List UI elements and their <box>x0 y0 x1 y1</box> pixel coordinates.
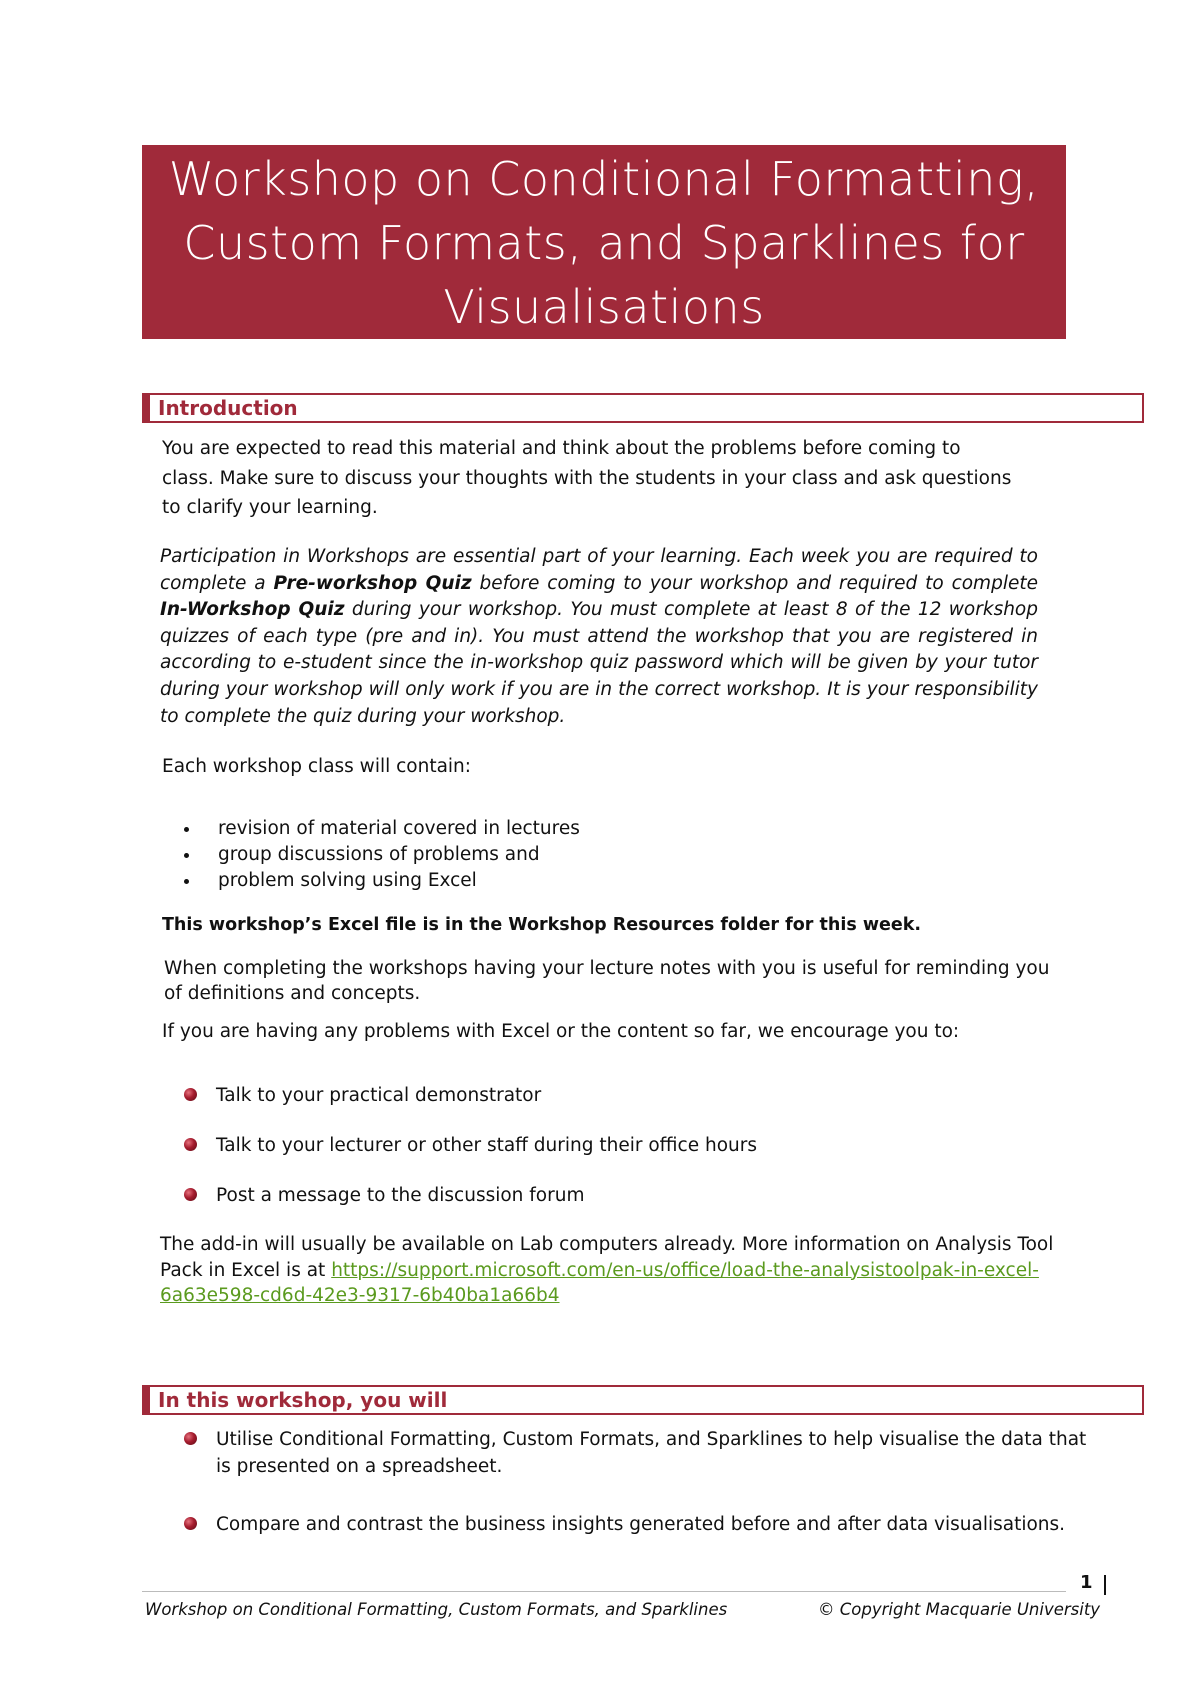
list-item: problem solving using Excel <box>162 868 580 894</box>
page-number: 1 <box>1080 1572 1093 1593</box>
footer-divider <box>142 1591 1066 1592</box>
contain-list <box>162 816 580 894</box>
document-title <box>142 145 1066 339</box>
participation-text-1: Participation in Workshops are essential part of your learning. Each week you are required to complete a <box>160 546 1038 594</box>
red-bullet-icon <box>184 1517 197 1530</box>
contain-label: Each workshop class will contain: <box>162 756 472 777</box>
lecture-notes-paragraph: When completing the workshops having your lecture notes with you is useful for reminding you of definitions and concepts. <box>164 958 1050 1004</box>
bullet-dot-icon <box>184 853 189 858</box>
intro-line-2: class. Make sure to discuss your thoughts with the students in your class and ask questions <box>162 467 1012 489</box>
intro-line-3: to clarify your learning. <box>162 497 378 518</box>
title-line-2: Custom Formats, and Sparklines for <box>183 216 1025 270</box>
red-bullet-icon <box>184 1138 197 1151</box>
red-bullet-icon <box>184 1188 197 1201</box>
participation-text-2: before coming to your workshop and required to complete <box>471 572 1038 594</box>
intro-line-1: You are expected to read this material and think about the problems before coming to <box>162 438 961 459</box>
addin-paragraph: The add-in will usually be available on Lab computers already. More information on Analysis Tool Pack in Excel is at https://support.microsoft.com/en-us/office/load-the-analysistoolpak-in-excel- 6a63e598-cd6d-42e3-9317-6b40ba1a66b4 <box>160 1234 1054 1306</box>
analysis-toolpak-link-continued[interactable]: 6a63e598-cd6d-42e3-9317-6b40ba1a66b4 <box>160 1285 560 1306</box>
workshop-objectives-heading: In this workshop, you will <box>142 1385 1144 1415</box>
bullet-dot-icon <box>184 879 189 884</box>
title-line-1: Workshop on Conditional Formatting, <box>168 152 1040 206</box>
analysis-toolpak-link[interactable]: https://support.microsoft.com/en-us/office/load-the-analysistoolpak-in-excel- <box>331 1259 1039 1281</box>
participation-text-3: during your workshop. You must complete at least 8 of the 12 workshop quizzes of each type (pre and in). You must attend the workshop that you are registered in according to e-student since the in-workshop quiz password which will be given by your tutor during your workshop will only work if you are in the correct workshop. It is your responsibility to complete the quiz during your workshop. <box>160 599 1038 727</box>
list-item: revision of material covered in lectures <box>162 816 580 842</box>
intro-paragraph <box>162 434 1062 523</box>
red-bullet-icon <box>184 1432 197 1445</box>
page-number-separator <box>1104 1575 1106 1595</box>
in-workshop-quiz-label: In-Workshop Quiz <box>160 599 345 621</box>
red-bullet-icon <box>184 1088 197 1101</box>
footer-copyright: © Copyright Macquarie University <box>818 1600 1101 1619</box>
problems-label: If you are having any problems with Excel or the content so far, we encourage you to: <box>162 1021 960 1042</box>
list-item: group discussions of problems and <box>162 842 580 868</box>
excel-file-note: This workshop’s Excel file is in the Workshop Resources folder for this week. <box>162 915 922 935</box>
bullet-dot-icon <box>184 827 189 832</box>
title-line-3: Visualisations <box>443 280 765 334</box>
participation-paragraph <box>160 544 1038 730</box>
introduction-heading: Introduction <box>142 393 1144 423</box>
footer-title: Workshop on Conditional Formatting, Custom Formats, and Sparklines <box>145 1600 728 1619</box>
pre-workshop-quiz-label: Pre-workshop Quiz <box>273 572 472 594</box>
